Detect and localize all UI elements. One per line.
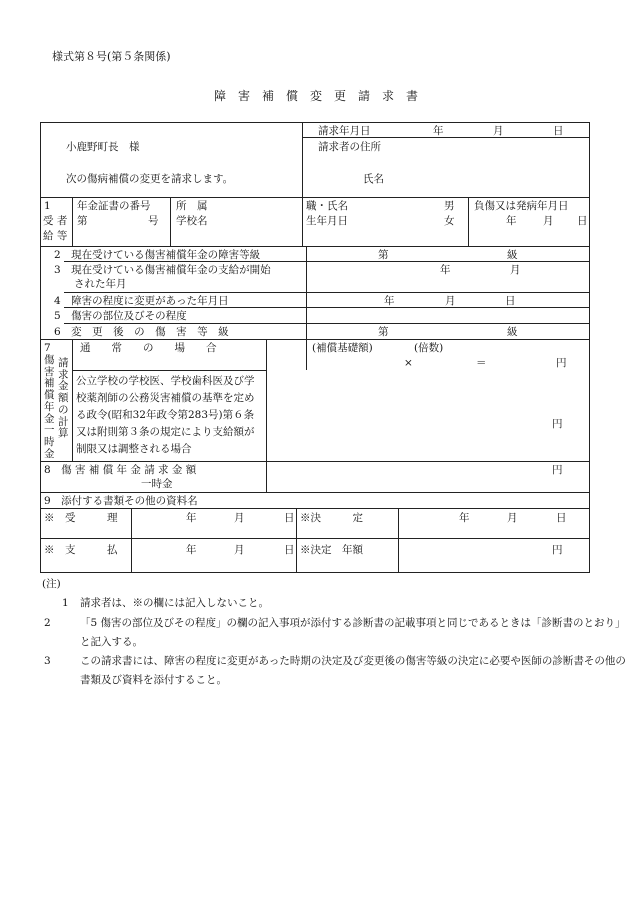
payment-year: 年 (186, 544, 197, 556)
decision-month: 月 (507, 512, 518, 524)
normal-case-label: 通 常 の 場 合 (80, 342, 217, 354)
request-statement: 次の傷病補償の変更を請求します。 (66, 173, 234, 185)
form-number: 様式第８号(第５条関係) (52, 50, 171, 63)
row-4-label: 4 障害の程度に変更があった年月日 (54, 295, 229, 307)
special-case-yen: 円 (552, 418, 563, 430)
decision-amount-label: ※決定 年額 (300, 544, 363, 556)
request-date-month[interactable]: 月 (493, 125, 504, 137)
base-amount-label: (補償基礎額) (312, 342, 373, 354)
decision-amount-yen: 円 (552, 544, 563, 556)
school-name-label: 学校名 (176, 215, 208, 227)
title-name-label: 職・氏名 (306, 200, 348, 212)
row-2-kyu: 級 (507, 249, 518, 261)
row-6-label: 6 変 更 後 の 傷 害 等 級 (54, 326, 229, 338)
row-6-kyu: 級 (507, 326, 518, 338)
sex-female[interactable]: 女 (444, 215, 455, 227)
section-8-sub-label: 一時金 (141, 478, 173, 490)
affiliation-label: 所 属 (176, 200, 208, 212)
row-3-label-line2: された年月 (74, 278, 127, 290)
special-case-text: 公立学校の学校医、学校歯科医及び学校薬剤師の公務災害補償の基準を定める政令(昭和32年政令第283号)第６条又は附則第３条の規定により支給額が制限又は調整される場合 (76, 375, 255, 455)
section-7-left-label: 傷 害 補 償 年 金 一 時 金 (44, 354, 55, 460)
receipt-label: ※ 受 理 (44, 512, 118, 524)
addressee: 小鹿野町長 様 (66, 141, 140, 153)
multiplier-label: (倍数) (414, 342, 444, 354)
row-5-label: 5 傷害の部位及びその程度 (54, 310, 187, 322)
requester-name-label: 氏名 (363, 173, 384, 185)
receipt-month: 月 (234, 512, 245, 524)
note-item-2: 2 「5 傷害の部位及びその程度」の欄の記入事項が添付する診断書の記載事項と同じであるときは「診断書のとおり」と記入する。 (44, 617, 626, 648)
row-6-dai: 第 (378, 326, 389, 338)
row-4-day[interactable]: 日 (505, 295, 516, 307)
injury-date-day[interactable]: 日 (577, 215, 588, 227)
document-title: 障 害 補 償 変 更 請 求 書 (214, 89, 419, 103)
note-item-3: 3 この請求書には、障害の程度に変更があった時期の決定及び変更後の傷害等級の決定に必要や医師の診断書その他の書類及び資料を添付すること。 (44, 655, 626, 686)
note-item-1: 1 請求者は、※の欄には記入しないこと。 (62, 597, 269, 609)
certificate-gou: 号 (148, 215, 159, 227)
recipient-label-bottom: 給 等 (43, 230, 68, 242)
injury-date-year[interactable]: 年 (506, 215, 517, 227)
request-date-year[interactable]: 年 (433, 125, 444, 137)
row-3-label-line1: 3 現在受けている傷害補償年金の支給が開始 (54, 264, 271, 276)
section-7-mid-label: 請 求 金 額 の 計 算 (58, 357, 69, 440)
payment-day: 日 (284, 544, 295, 556)
request-date-label: 請求年月日 (318, 125, 371, 137)
decision-year: 年 (459, 512, 470, 524)
section-9-label: 9 添付する書類その他の資料名 (44, 495, 198, 507)
notes-heading: (注) (42, 578, 61, 590)
payment-label: ※ 支 払 (44, 544, 118, 556)
receipt-year: 年 (186, 512, 197, 524)
decision-day: 日 (556, 512, 567, 524)
row-2-label: 2 現在受けている傷害補償年金の障害等級 (54, 249, 261, 261)
row-4-year[interactable]: 年 (384, 295, 395, 307)
sex-male[interactable]: 男 (444, 200, 455, 212)
receipt-day: 日 (284, 512, 295, 524)
row-3-month[interactable]: 月 (510, 264, 521, 276)
requester-address-label: 請求者の住所 (318, 141, 381, 153)
request-date-day[interactable]: 日 (553, 125, 564, 137)
pension-certificate-number-label: 年金証書の番号 (77, 200, 151, 212)
section-8-label: 8 傷 害 補 償 年 金 請 求 金 額 (44, 464, 197, 476)
section-1-number: 1 (44, 200, 51, 212)
row-4-month[interactable]: 月 (445, 295, 456, 307)
injury-date-label: 負傷又は発病年月日 (474, 200, 569, 212)
section-8-yen: 円 (552, 464, 563, 476)
row-2-dai: 第 (378, 249, 389, 261)
birth-date-label: 生年月日 (306, 215, 348, 227)
certificate-dai: 第 (77, 215, 88, 227)
payment-month: 月 (234, 544, 245, 556)
times-sign: × (404, 357, 413, 369)
row-3-year[interactable]: 年 (440, 264, 451, 276)
decision-label: ※決 定 (300, 512, 363, 524)
section-7-number: 7 (44, 342, 51, 354)
equals-sign: ＝ (476, 357, 487, 369)
recipient-label-top: 受 者 (43, 215, 68, 227)
injury-date-month[interactable]: 月 (543, 215, 554, 227)
normal-case-yen: 円 (556, 357, 567, 369)
